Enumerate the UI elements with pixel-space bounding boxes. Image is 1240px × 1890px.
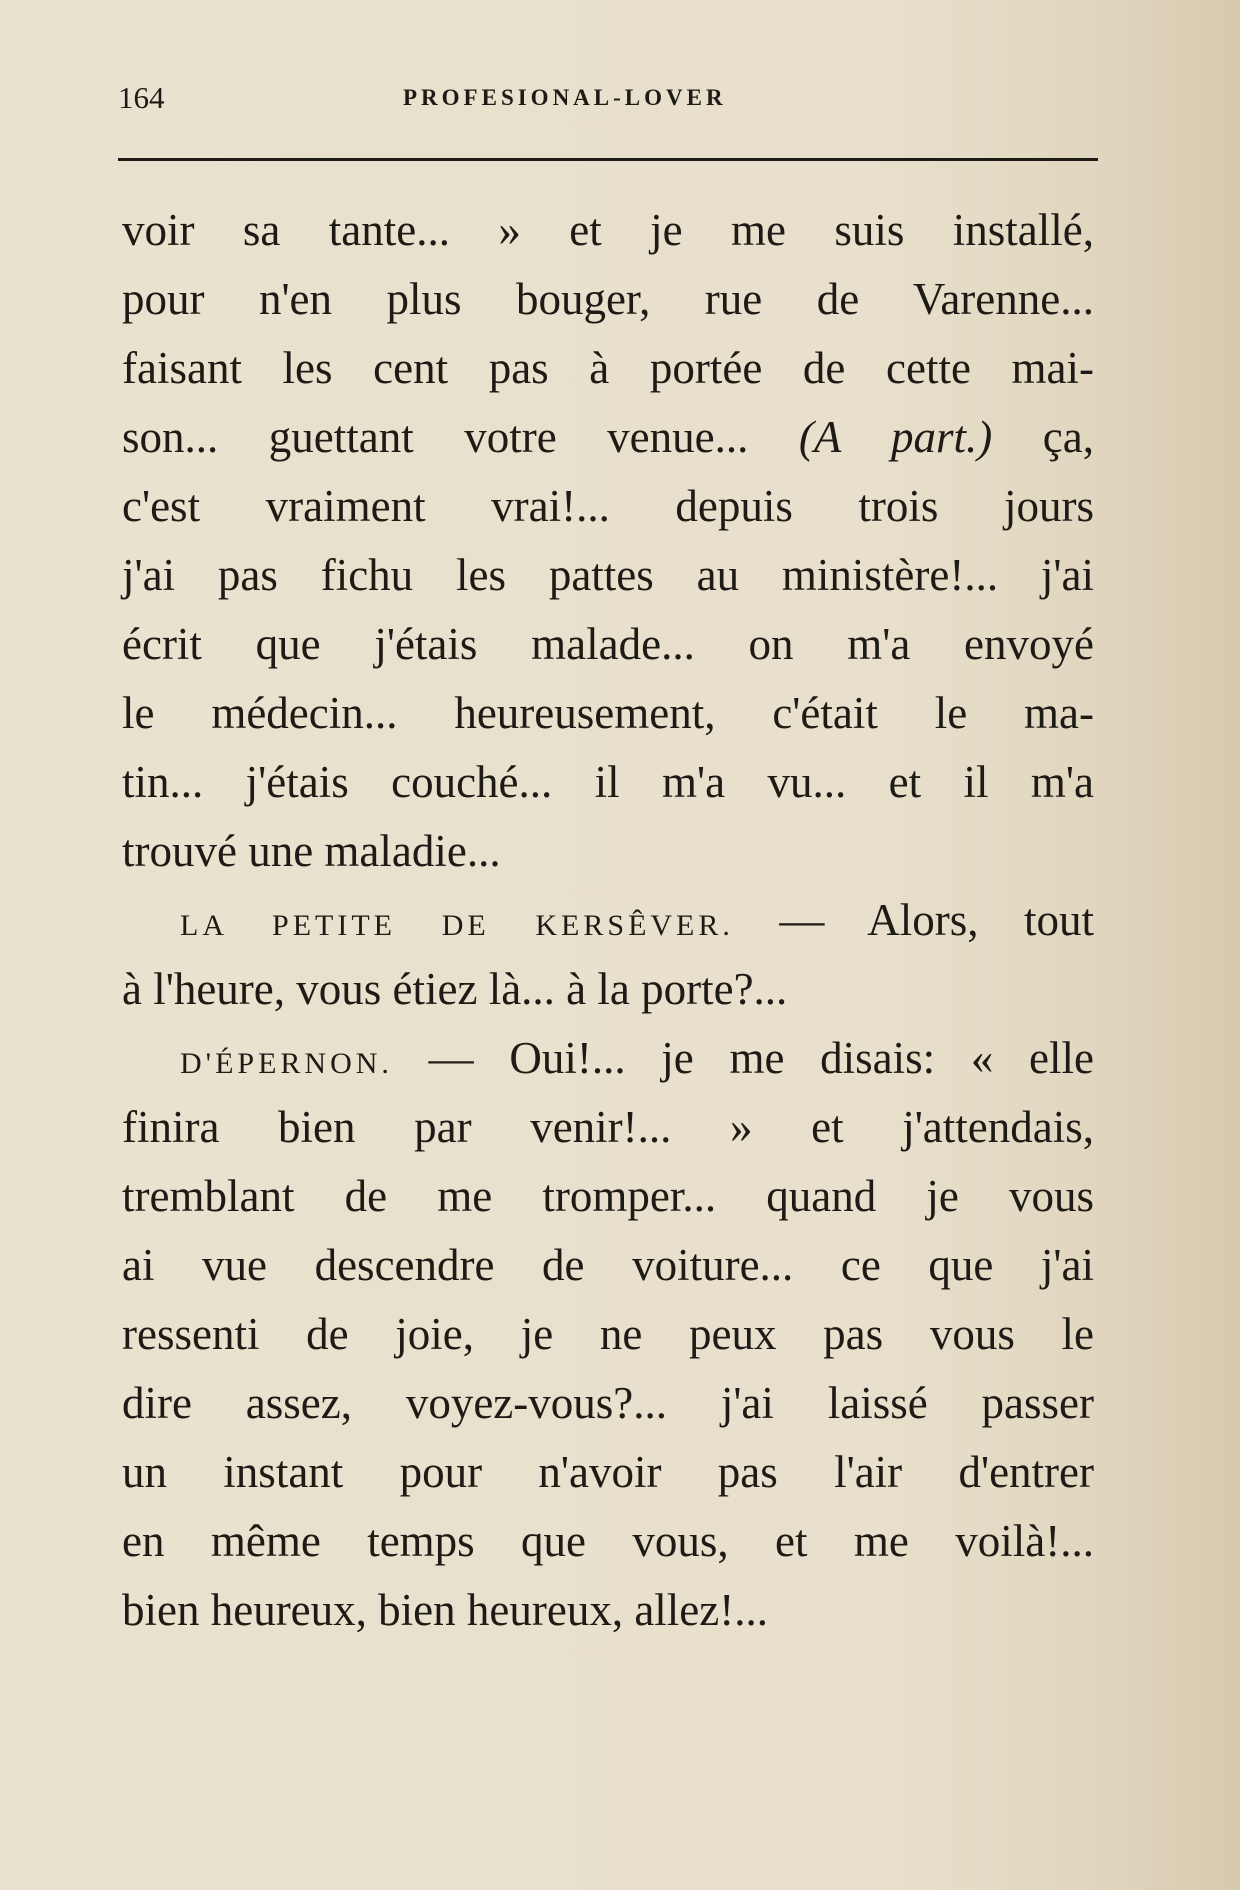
- text-line: un instant pour n'avoir pas l'air d'entrer: [122, 1447, 1094, 1497]
- text-line: en même temps que vous, et me voilà!...: [122, 1516, 1094, 1566]
- text-line: j'ai pas fichu les pattes au ministère!... j'ai: [122, 550, 1094, 600]
- text-line: à l'heure, vous étiez là... à la porte?...: [122, 964, 788, 1014]
- text-line: ai vue descendre de voiture... ce que j'ai: [122, 1240, 1094, 1290]
- dialogue-text: — Oui!... je me disais: « elle: [428, 1033, 1094, 1083]
- dialogue-text: — Alors, tout: [779, 895, 1094, 945]
- text-line: ressenti de joie, je ne peux pas vous le: [122, 1309, 1094, 1359]
- header-rule: [118, 158, 1098, 161]
- text-line-with-aside: [122, 403, 1094, 472]
- text-line: c'est vraiment vrai!... depuis trois jours: [122, 481, 1094, 531]
- text-line: faisant les cent pas à portée de cette mai-: [122, 343, 1094, 393]
- text-line: écrit que j'étais malade... on m'a envoyé: [122, 619, 1094, 669]
- running-title: PROFESIONAL-LOVER: [403, 85, 727, 110]
- page-text: [122, 196, 1094, 1645]
- text-line: dire assez, voyez-vous?... j'ai laissé passer: [122, 1378, 1094, 1428]
- speaker-name: D'ÉPERNON.: [180, 1047, 393, 1080]
- text-line: tin... j'étais couché... il m'a vu... et il m'a: [122, 757, 1094, 807]
- text-line: voir sa tante... » et je me suis installé,: [122, 205, 1094, 255]
- page-header: [118, 78, 1098, 118]
- stage-direction: (A part.): [798, 412, 993, 462]
- page-number: 164: [118, 80, 165, 115]
- text-segment: son... guettant votre venue...: [122, 412, 749, 462]
- text-segment: ça,: [1042, 412, 1094, 462]
- text-line: bien heureux, bien heureux, allez!...: [122, 1585, 768, 1635]
- text-line: finira bien par venir!... » et j'attendais,: [122, 1102, 1094, 1152]
- text-line: pour n'en plus bouger, rue de Varenne...: [122, 274, 1094, 324]
- speaker-name: LA PETITE DE KERSÊVER.: [180, 909, 734, 942]
- text-line: trouvé une maladie...: [122, 826, 501, 876]
- dialogue-line: [122, 1024, 1094, 1093]
- dialogue-line: [122, 886, 1094, 955]
- text-line: le médecin... heureusement, c'était le ma-: [122, 688, 1094, 738]
- text-line: tremblant de me tromper... quand je vous: [122, 1171, 1094, 1221]
